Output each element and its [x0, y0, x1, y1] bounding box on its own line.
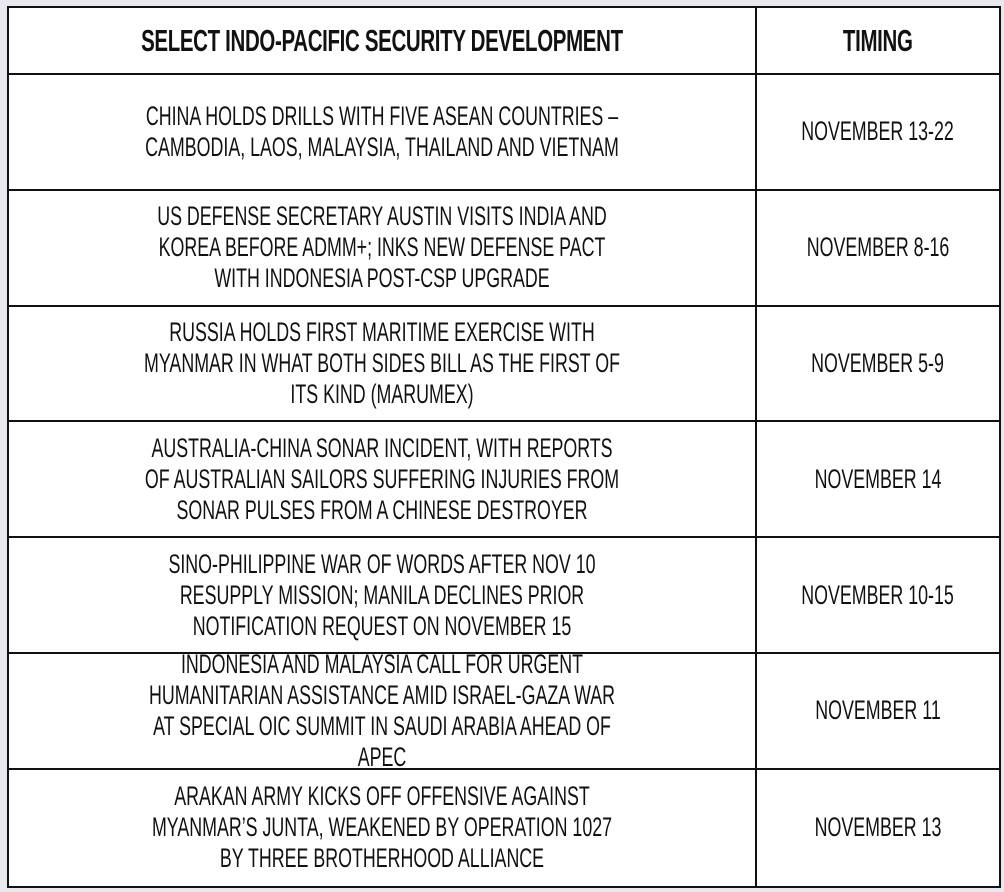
timing-cell: NOVEMBER 5-9	[811, 347, 945, 378]
development-cell: SINO-PHILIPPINE WAR OF WORDS AFTER NOV 10 RESUPPLY MISSION; MANILA DECLINES PRIOR NOTIFICATION REQUEST ON NOVEMBER 15	[9, 538, 757, 652]
development-cell: US DEFENSE SECRETARY AUSTIN VISITS INDIA AND KOREA BEFORE ADMM+; INKS NEW DEFENSE PACT WITH INDONESIA POST-CSP UPGRADE	[9, 191, 757, 305]
header-development: SELECT INDO-PACIFIC SECURITY DEVELOPMENT	[9, 8, 757, 73]
table-row	[9, 307, 999, 423]
timing-cell: NOVEMBER 13	[814, 812, 942, 843]
timing-cell: NOVEMBER 13-22	[801, 116, 955, 147]
table-row	[9, 648, 999, 772]
development-cell: AUSTRALIA-CHINA SONAR INCIDENT, WITH REPORTS OF AUSTRALIAN SAILORS SUFFERING INJURIES FROM SONAR PULSES FROM A CHINESE DESTROYER	[9, 422, 757, 536]
table-row	[9, 538, 999, 654]
timing-cell: NOVEMBER 10-15	[801, 579, 955, 610]
development-cell: ARAKAN ARMY KICKS OFF OFFENSIVE AGAINST MYANMAR’S JUNTA, WEAKENED BY OPERATION 1027 BY THREE BROTHERHOOD ALLIANCE	[9, 770, 757, 886]
security-developments-table	[7, 6, 1001, 888]
development-cell: CHINA HOLDS DRILLS WITH FIVE ASEAN COUNTRIES – CAMBODIA, LAOS, MALAYSIA, THAILAND AND VIETNAM	[9, 75, 757, 189]
timing-cell: NOVEMBER 11	[815, 695, 941, 726]
table-row	[9, 191, 999, 307]
header-timing: TIMING	[843, 22, 913, 58]
table-row	[9, 75, 999, 191]
timing-cell: NOVEMBER 8-16	[806, 232, 950, 263]
table-header-row	[9, 8, 999, 75]
development-cell: INDONESIA AND MALAYSIA CALL FOR URGENT HUMANITARIAN ASSISTANCE AMID ISRAEL-GAZA WAR AT SPECIAL OIC SUMMIT IN SAUDI ARABIA AHEAD OF APEC	[9, 654, 757, 768]
timing-cell: NOVEMBER 14	[814, 463, 942, 494]
development-cell: RUSSIA HOLDS FIRST MARITIME EXERCISE WITH MYANMAR IN WHAT BOTH SIDES BILL AS THE FIRST OF ITS KIND (MARUMEX)	[9, 307, 757, 421]
table-row	[9, 422, 999, 538]
table-row	[9, 770, 999, 886]
